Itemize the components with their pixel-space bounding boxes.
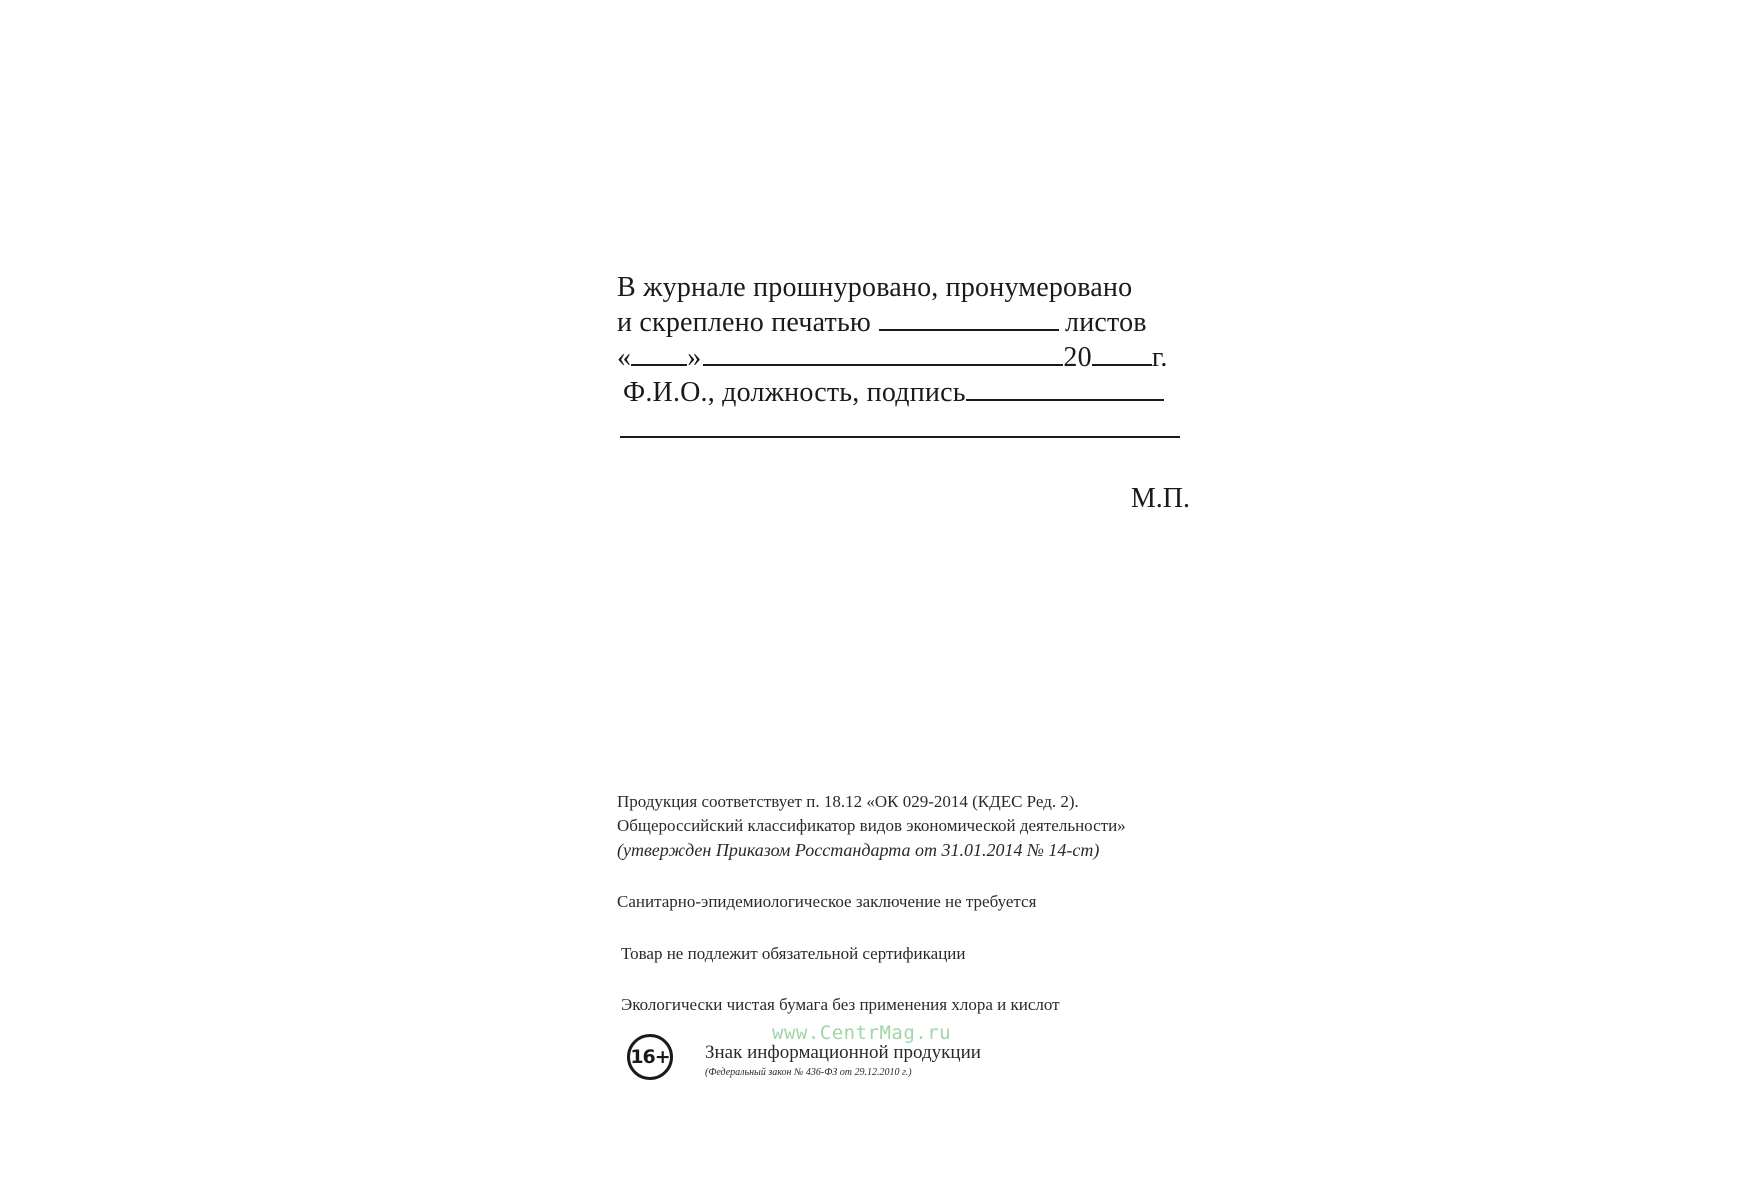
- year-field[interactable]: [1092, 340, 1152, 366]
- info-product-mark-title: Знак информационной продукции: [705, 1042, 981, 1063]
- certification-block: [617, 270, 1187, 410]
- fio-line: [617, 375, 1187, 410]
- eco-note: Экологически чистая бумага без применения хлора и кислот: [621, 995, 1060, 1014]
- watermark-text: www.CentrMag.ru: [772, 1022, 952, 1044]
- cert-line-2: [617, 305, 1187, 340]
- info-product-law: (Федеральный закон № 436-ФЗ от 29.12.2010 г.): [705, 1067, 912, 1078]
- certification-note: Товар не подлежит обязательной сертификации: [621, 944, 966, 963]
- year-prefix: 20: [1063, 342, 1092, 373]
- sheets-count-field[interactable]: [879, 305, 1059, 331]
- compliance-line-2: Общероссийский классификатор видов экономической деятельности»: [617, 816, 1126, 835]
- date-line: [617, 340, 1187, 375]
- sanitary-note: Санитарно-эпидемиологическое заключение не требуется: [617, 892, 1037, 911]
- signature-continuation-line[interactable]: [620, 436, 1180, 438]
- quote-open: «: [617, 342, 632, 373]
- age-rating-text: 16+: [630, 1046, 670, 1068]
- year-suffix: г.: [1151, 342, 1168, 373]
- compliance-note: [617, 790, 1217, 862]
- cert-line-1-text: В журнале прошнуровано, пронумеровано: [617, 272, 1133, 303]
- fio-signature-field[interactable]: [966, 375, 1164, 401]
- fio-label: Ф.И.О., должность, подпись: [623, 377, 966, 408]
- stamp-place-label: М.П.: [1130, 483, 1190, 514]
- cert-line-2-end: листов: [1065, 307, 1147, 338]
- compliance-line-3: (утвержден Приказом Росстандарта от 31.01.2014 № 14-ст): [617, 840, 1100, 860]
- cert-line-2-start: и скреплено печатью: [617, 307, 872, 338]
- month-field[interactable]: [703, 340, 1063, 366]
- day-field[interactable]: [631, 340, 687, 366]
- age-rating-icon: [627, 1034, 673, 1080]
- compliance-line-1: Продукция соответствует п. 18.12 «ОК 029-2014 (КДЕС Ред. 2).: [617, 792, 1079, 811]
- cert-line-1: [617, 270, 1187, 305]
- quote-close: »: [687, 342, 702, 373]
